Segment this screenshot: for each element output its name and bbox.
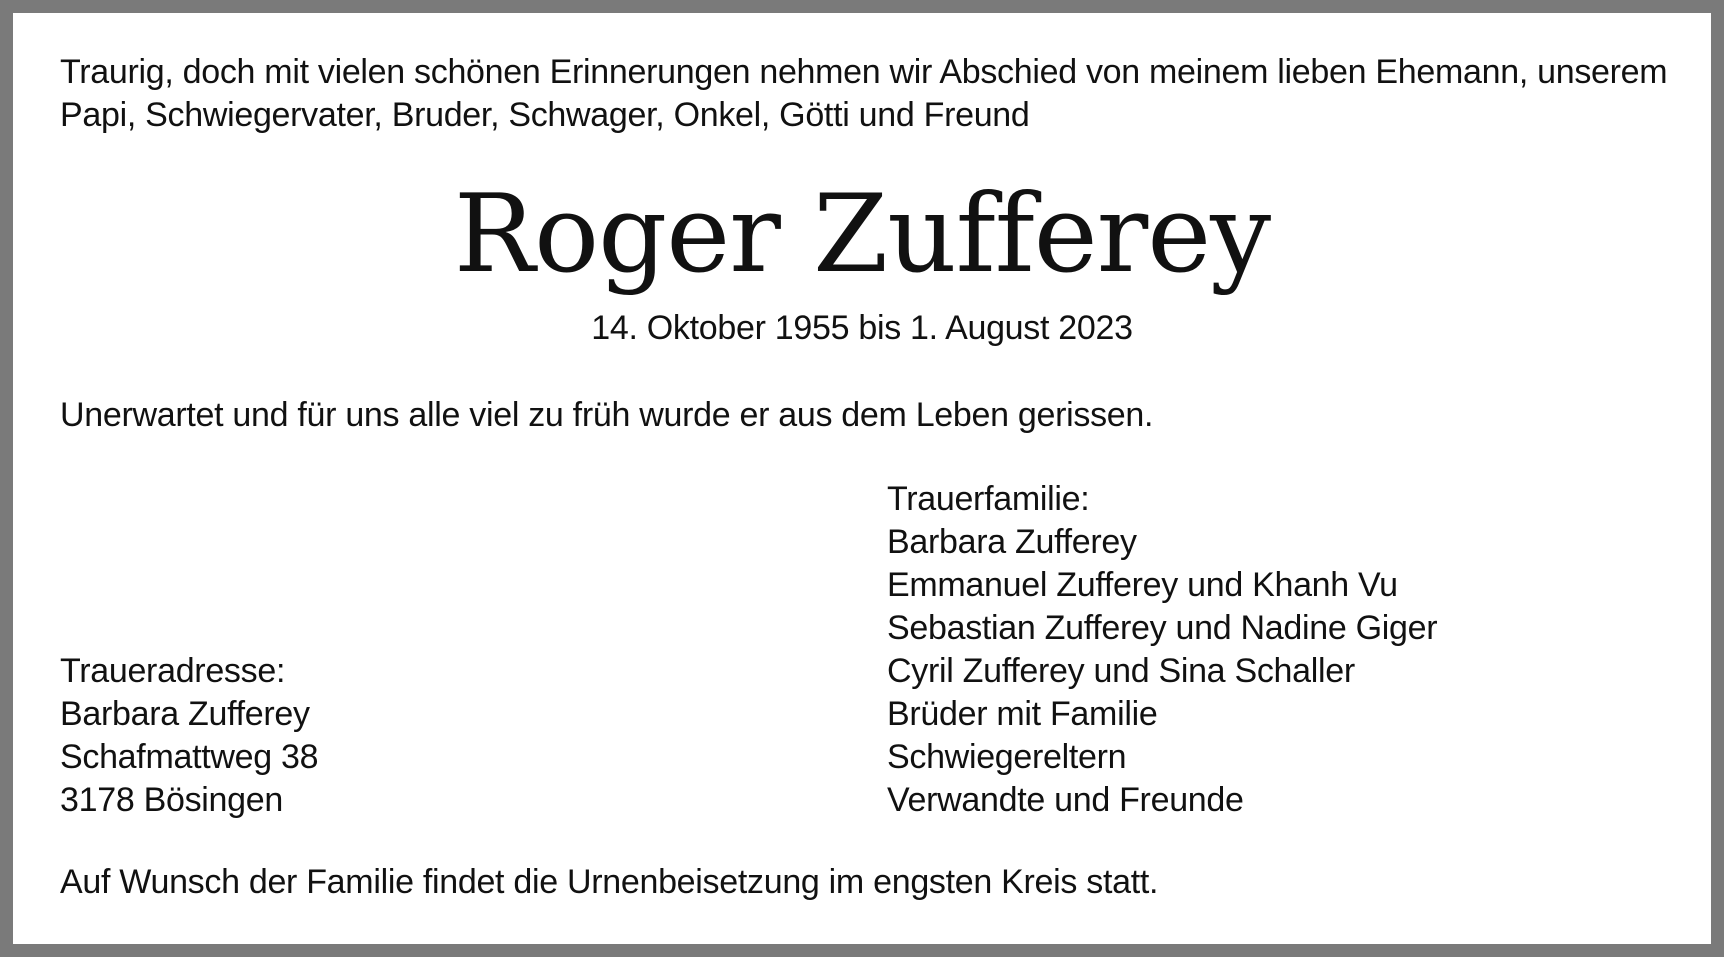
intro-text: Traurig, doch mit vielen schönen Erinnerungen nehmen wir Abschied von meinem lieben Ehemann, unserem Papi, Schwiegervater, Bruder, Schwager, Onkel, Götti und Freund [60, 53, 1668, 134]
address-heading: Traueradresse: [60, 652, 286, 690]
family-member: Brüder mit Familie [887, 695, 1158, 733]
family-member: Barbara Zufferey [887, 523, 1137, 561]
address-line: Barbara Zufferey [60, 695, 310, 733]
family-member: Cyril Zufferey und Sina Schaller [887, 652, 1355, 690]
family-member: Emmanuel Zufferey und Khanh Vu [887, 566, 1398, 604]
life-dates: 14. Oktober 1955 bis 1. August 2023 [591, 309, 1133, 347]
family-member: Sebastian Zufferey und Nadine Giger [887, 609, 1438, 647]
family-member: Schwiegereltern [887, 738, 1127, 776]
address-line: 3178 Bösingen [60, 781, 283, 819]
family-member: Verwandte und Freunde [887, 781, 1244, 819]
closing-text: Auf Wunsch der Familie findet die Urnenbeisetzung im engsten Kreis statt. [60, 863, 1159, 901]
statement-text: Unerwartet und für uns alle viel zu früh wurde er aus dem Leben gerissen. [60, 396, 1154, 434]
deceased-name: Roger Zufferey [453, 172, 1271, 297]
obituary-notice [13, 13, 1711, 944]
address-line: Schafmattweg 38 [60, 738, 319, 776]
mourning-family-list [887, 478, 1437, 822]
family-heading: Trauerfamilie: [887, 480, 1090, 518]
mourning-address [60, 650, 318, 822]
